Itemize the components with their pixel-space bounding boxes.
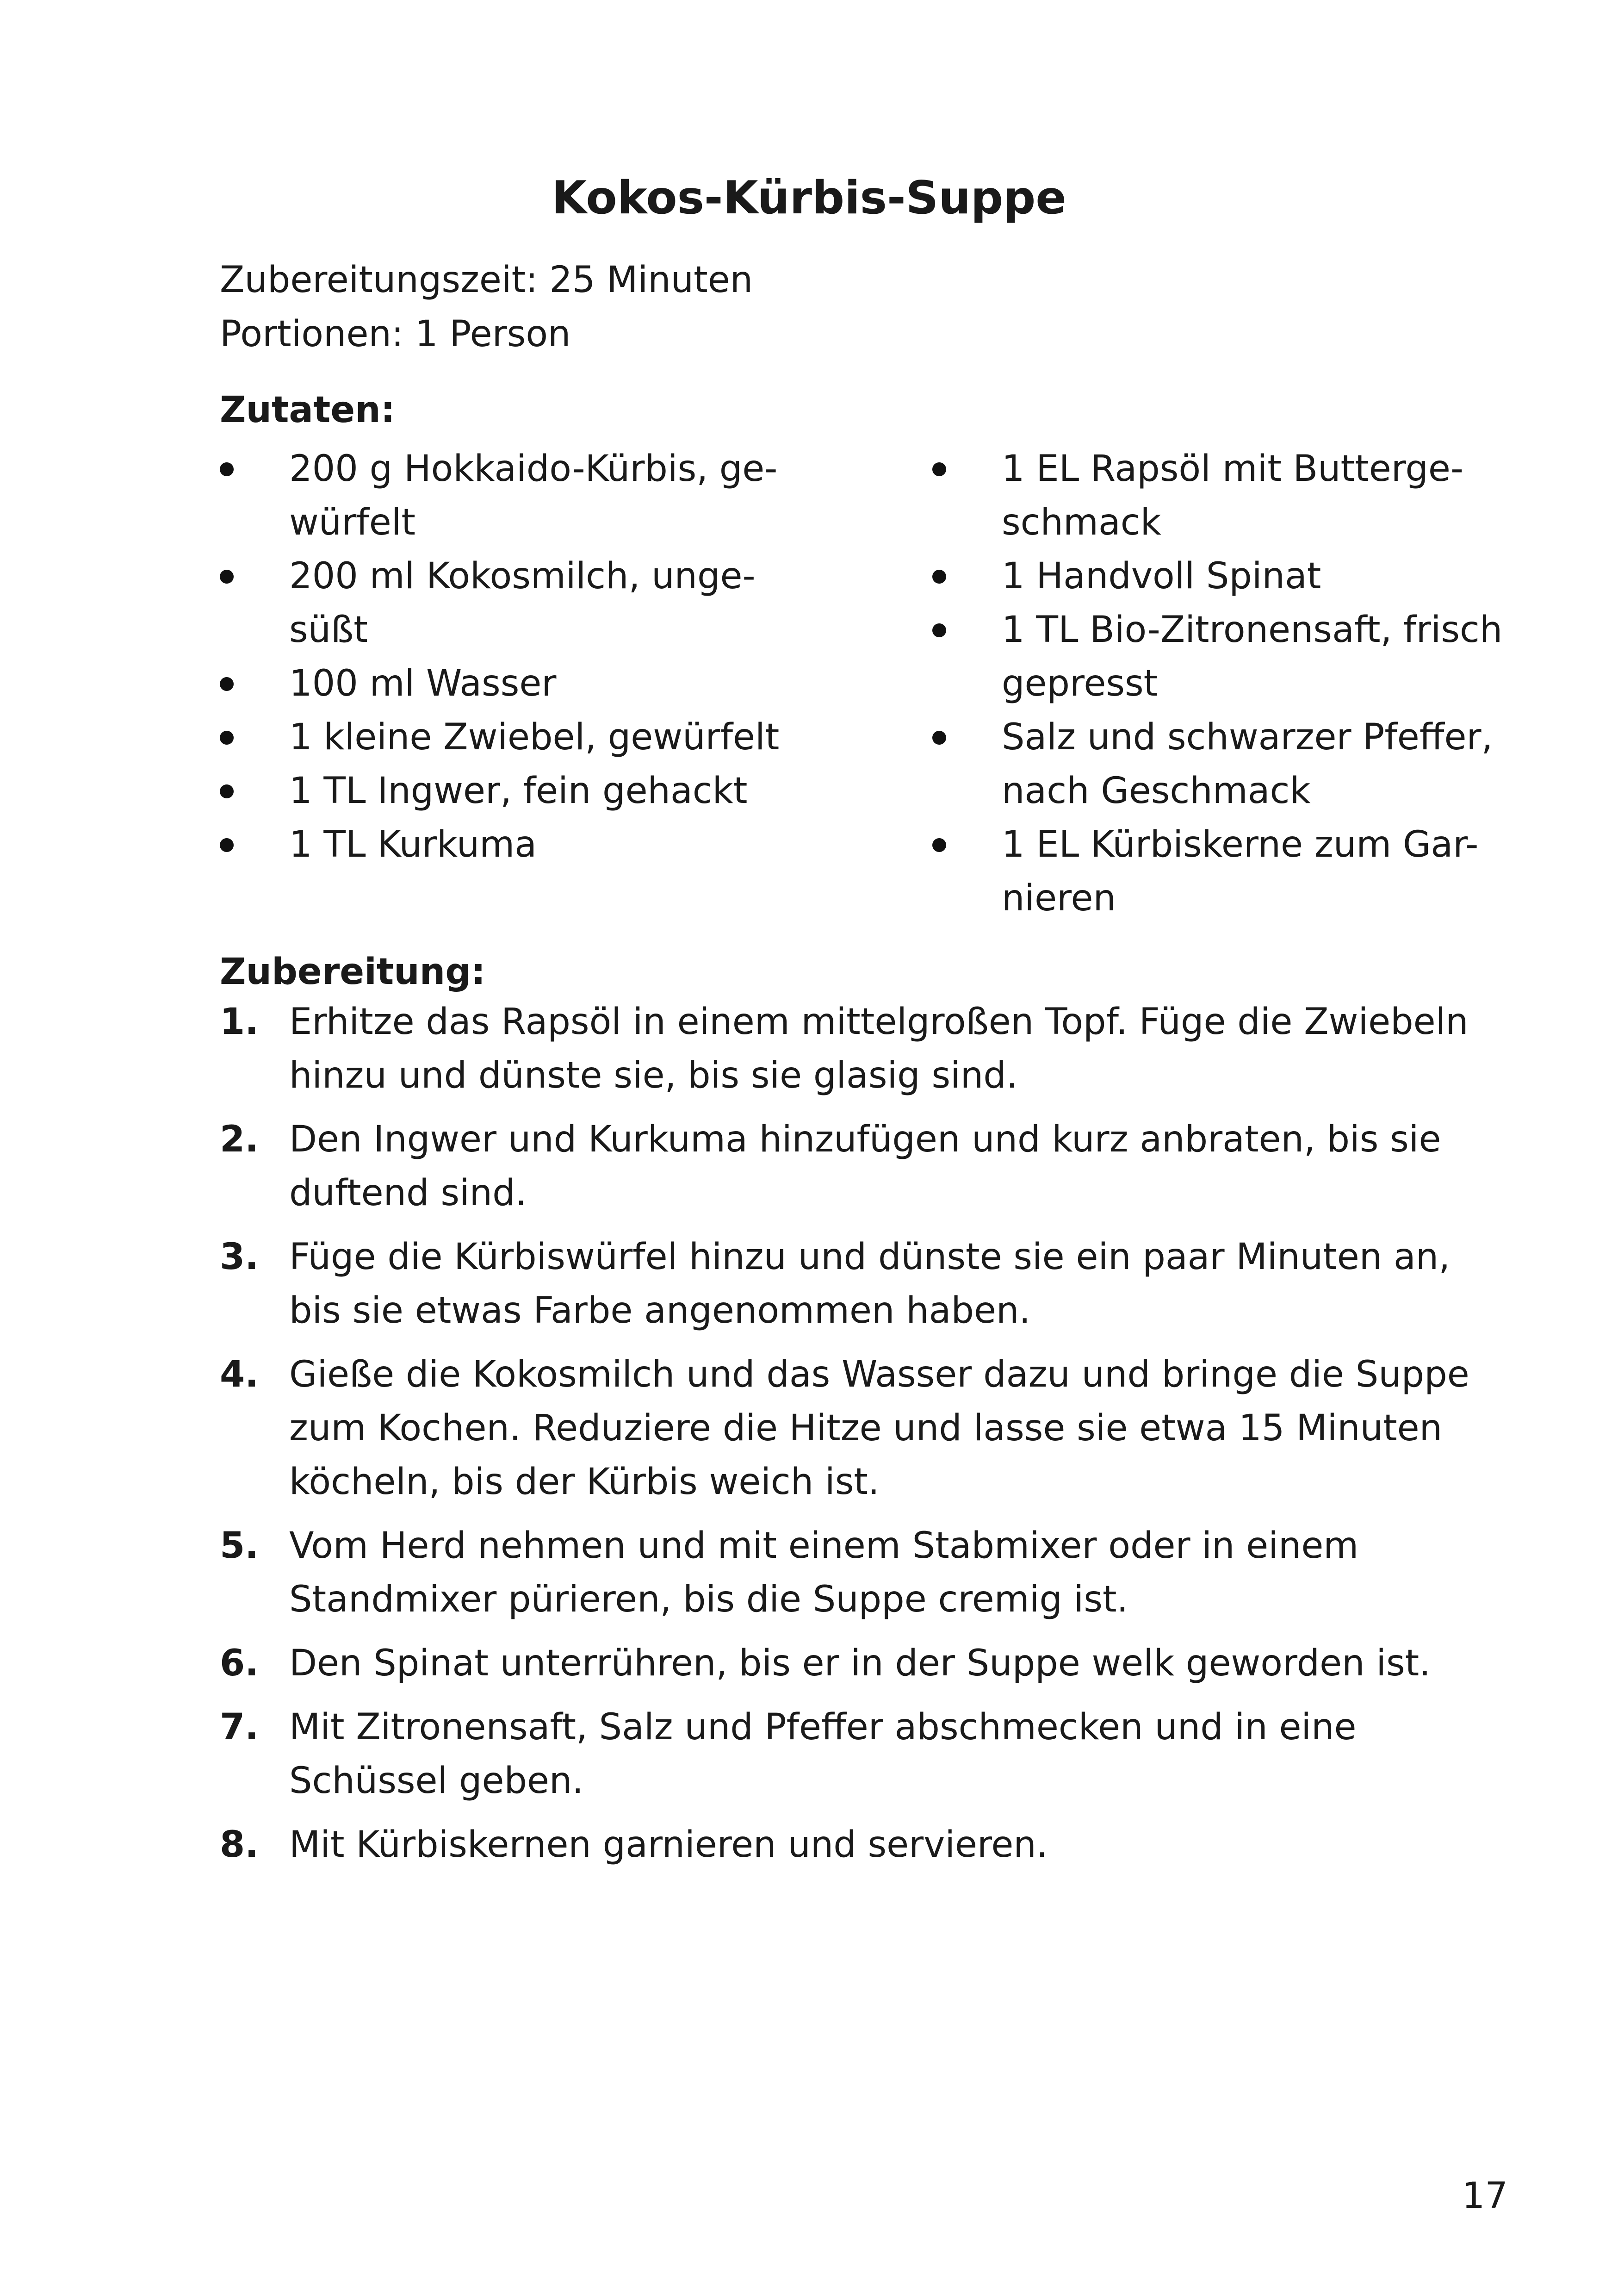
ingredients-list-left [220,442,821,871]
ingredient-item [932,549,1548,603]
step-item [220,1519,1506,1626]
step-number: 3. [220,1236,259,1278]
ingredient-text: 1 EL Kürbiskerne zum Gar-nieren [1002,824,1479,919]
recipe-title: Kokos-Kürbis-Suppe [552,172,1066,224]
ingredient-text: 100 ml Wasser [289,663,557,704]
ingredient-item [932,818,1548,925]
step-number: 2. [220,1119,259,1160]
step-item [220,1636,1506,1690]
bullet-icon [220,838,234,852]
step-item [220,1818,1506,1872]
preparation-steps [220,995,1506,1882]
ingredient-text: 1 TL Kurkuma [289,824,537,865]
step-number: 1. [220,1001,259,1043]
bullet-icon [932,731,946,745]
bullet-icon [932,462,946,476]
ingredient-text: 200 g Hokkaido-Kürbis, ge-würfelt [289,448,778,543]
prep-time: Zubereitungszeit: 25 Minuten [220,259,753,301]
ingredient-text: 1 Handvoll Spinat [1002,555,1321,597]
step-number: 7. [220,1706,259,1748]
ingredient-item [932,442,1548,549]
step-item [220,995,1506,1102]
step-text: Füge die Kürbiswürfel hinzu und dünste sie ein paar Minuten an, bis sie etwas Farbe angenommen haben. [289,1236,1450,1332]
bullet-icon [932,838,946,852]
step-item [220,1113,1506,1220]
bullet-icon [220,784,234,798]
ingredient-item [220,764,821,818]
ingredient-text: 200 ml Kokosmilch, unge-süßt [289,555,756,651]
bullet-icon [220,731,234,745]
ingredient-item [220,442,821,549]
step-text: Gieße die Kokosmilch und das Wasser dazu und bringe die Suppe zum Kochen. Reduziere die Hitze und lasse sie etwa 15 Minuten köcheln, bis der Kürbis weich ist. [289,1354,1469,1503]
servings: Portionen: 1 Person [220,313,571,355]
step-text: Den Ingwer und Kurkuma hinzufügen und kurz anbraten, bis sie duftend sind. [289,1119,1441,1214]
ingredient-text: 1 EL Rapsöl mit Butterge-schmack [1002,448,1464,543]
bullet-icon [220,462,234,476]
ingredient-item [220,657,821,710]
step-number: 8. [220,1824,259,1866]
ingredients-list-right [932,442,1548,925]
step-text: Den Spinat unterrühren, bis er in der Suppe welk geworden ist. [289,1643,1431,1684]
bullet-icon [932,570,946,584]
ingredient-text: 1 kleine Zwiebel, gewürfelt [289,716,780,758]
ingredient-item [932,710,1548,818]
page-number: 17 [1462,2175,1508,2217]
bullet-icon [220,677,234,691]
step-text: Erhitze das Rapsöl in einem mittelgroßen Topf. Füge die Zwiebeln hinzu und dünste sie, bis sie glasig sind. [289,1001,1469,1096]
ingredient-text: Salz und schwarzer Pfeffer, nach Geschmack [1002,716,1493,812]
bullet-icon [932,623,946,637]
step-number: 6. [220,1643,259,1684]
ingredient-text: 1 TL Ingwer, fein gehackt [289,770,748,812]
ingredient-item [932,603,1548,710]
ingredient-item [220,549,821,657]
ingredient-item [220,818,821,871]
ingredient-text: 1 TL Bio-Zitronensaft, frisch gepresst [1002,609,1503,704]
step-text: Mit Kürbiskernen garnieren und servieren. [289,1824,1048,1866]
step-text: Vom Herd nehmen und mit einem Stabmixer oder in einem Standmixer pürieren, bis die Suppe cremig ist. [289,1525,1359,1620]
preparation-heading: Zubereitung: [220,951,486,993]
step-text: Mit Zitronensaft, Salz und Pfeffer abschmecken und in eine Schüssel geben. [289,1706,1357,1802]
step-number: 4. [220,1354,259,1395]
step-item [220,1348,1506,1509]
bullet-icon [220,570,234,584]
step-number: 5. [220,1525,259,1567]
step-item [220,1700,1506,1808]
ingredient-item [220,710,821,764]
ingredients-heading: Zutaten: [220,389,395,431]
step-item [220,1230,1506,1338]
